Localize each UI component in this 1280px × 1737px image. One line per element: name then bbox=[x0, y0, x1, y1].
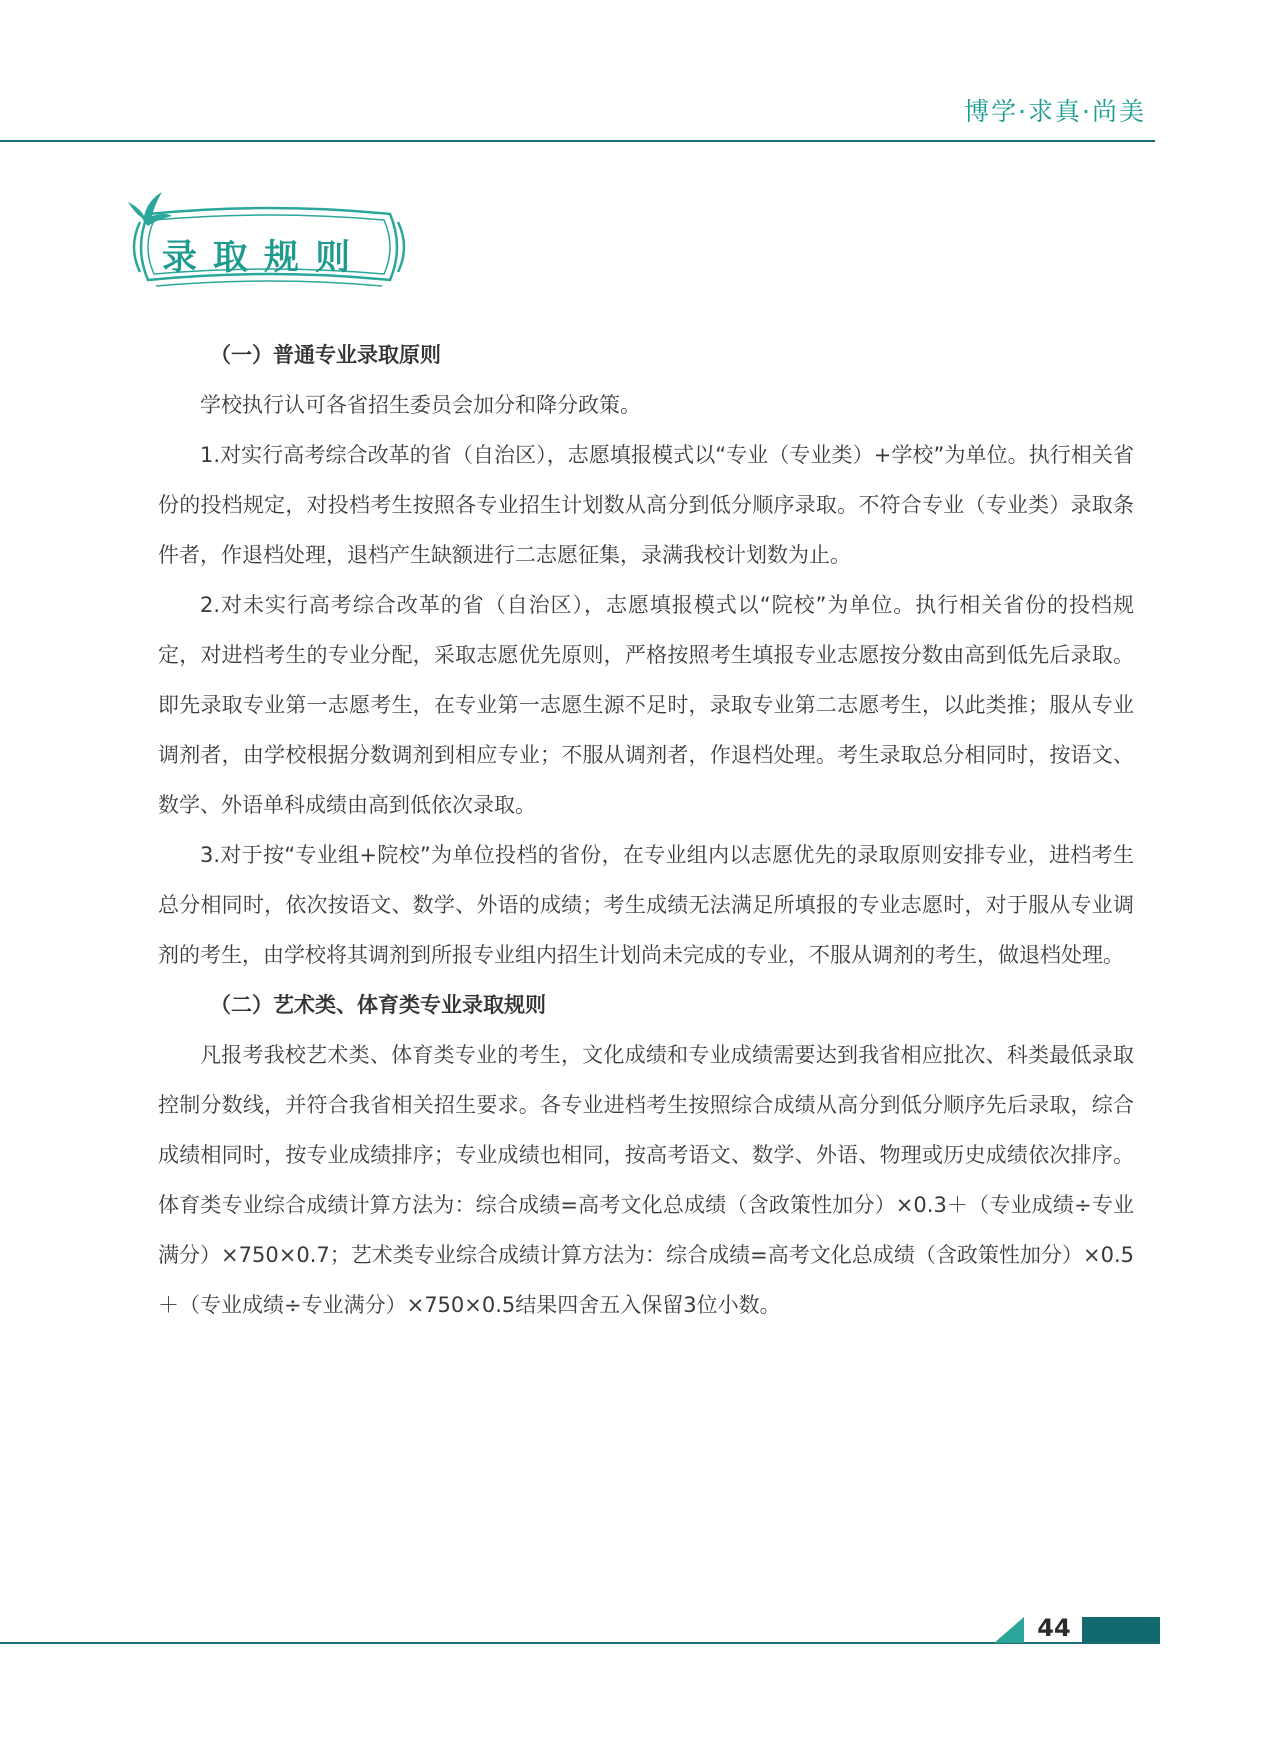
paragraph: 凡报考我校艺术类、体育类专业的考生，文化成绩和专业成绩需要达到我省相应批次、科类最低录取控制分数线，并符合我省相关招生要求。各专业进档考生按照综合成绩从高分到低分顺序先后录取，综合成绩相同时，按专业成绩排序；专业成绩也相同，按高考语文、数学、外语、物理或历史成绩依次排序。体育类专业综合成绩计算方法为：综合成绩=高考文化总成绩（含政策性加分）×0.3＋（专业成绩÷专业满分）×750×0.7；艺术类专业综合成绩计算方法为：综合成绩=高考文化总成绩（含政策性加分）×0.5＋（专业成绩÷专业满分）×750×0.5结果四舍五入保留3位小数。 bbox=[158, 1043, 1134, 1317]
banner-title: 录取规则 bbox=[162, 238, 367, 278]
footer-bar bbox=[1082, 1617, 1160, 1643]
section-heading: （一）普通专业录取原则 bbox=[210, 343, 441, 367]
paragraph: 学校执行认可各省招生委员会加分和降分政策。 bbox=[200, 393, 641, 417]
section-heading: （二）艺术类、体育类专业录取规则 bbox=[210, 993, 546, 1017]
main-content bbox=[158, 330, 1134, 1330]
paragraph: 2.对未实行高考综合改革的省（自治区），志愿填报模式以“院校”为单位。执行相关省份的投档规定，对进档考生的专业分配，采取志愿优先原则，严格按照考生填报专业志愿按分数由高到低先后录取。即先录取专业第一志愿考生，在专业第一志愿生源不足时，录取专业第二志愿考生，以此类推；服从专业调剂者，由学校根据分数调剂到相应专业；不服从调剂者，作退档处理。考生录取总分相同时，按语文、数学、外语单科成绩由高到低依次录取。 bbox=[158, 593, 1134, 817]
swallow-icon bbox=[128, 192, 172, 226]
footer-divider bbox=[0, 1642, 1160, 1644]
header-divider bbox=[0, 140, 1155, 142]
footer-triangle-decoration bbox=[994, 1617, 1024, 1643]
header-motto: 博学·求真·尚美 bbox=[964, 97, 1146, 126]
paragraph: 1.对实行高考综合改革的省（自治区），志愿填报模式以“专业（专业类）+学校”为单位。执行相关省份的投档规定，对投档考生按照各专业招生计划数从高分到低分顺序录取。不符合专业（专业类）录取条件者，作退档处理，退档产生缺额进行二志愿征集，录满我校计划数为止。 bbox=[158, 443, 1134, 567]
paragraph: 3.对于按“专业组+院校”为单位投档的省份，在专业组内以志愿优先的录取原则安排专业，进档考生总分相同时，依次按语文、数学、外语的成绩；考生成绩无法满足所填报的专业志愿时，对于服从专业调剂的考生，由学校将其调剂到所报专业组内招生计划尚未完成的专业，不服从调剂的考生，做退档处理。 bbox=[158, 843, 1134, 967]
page-number: 44 bbox=[1037, 1614, 1071, 1642]
